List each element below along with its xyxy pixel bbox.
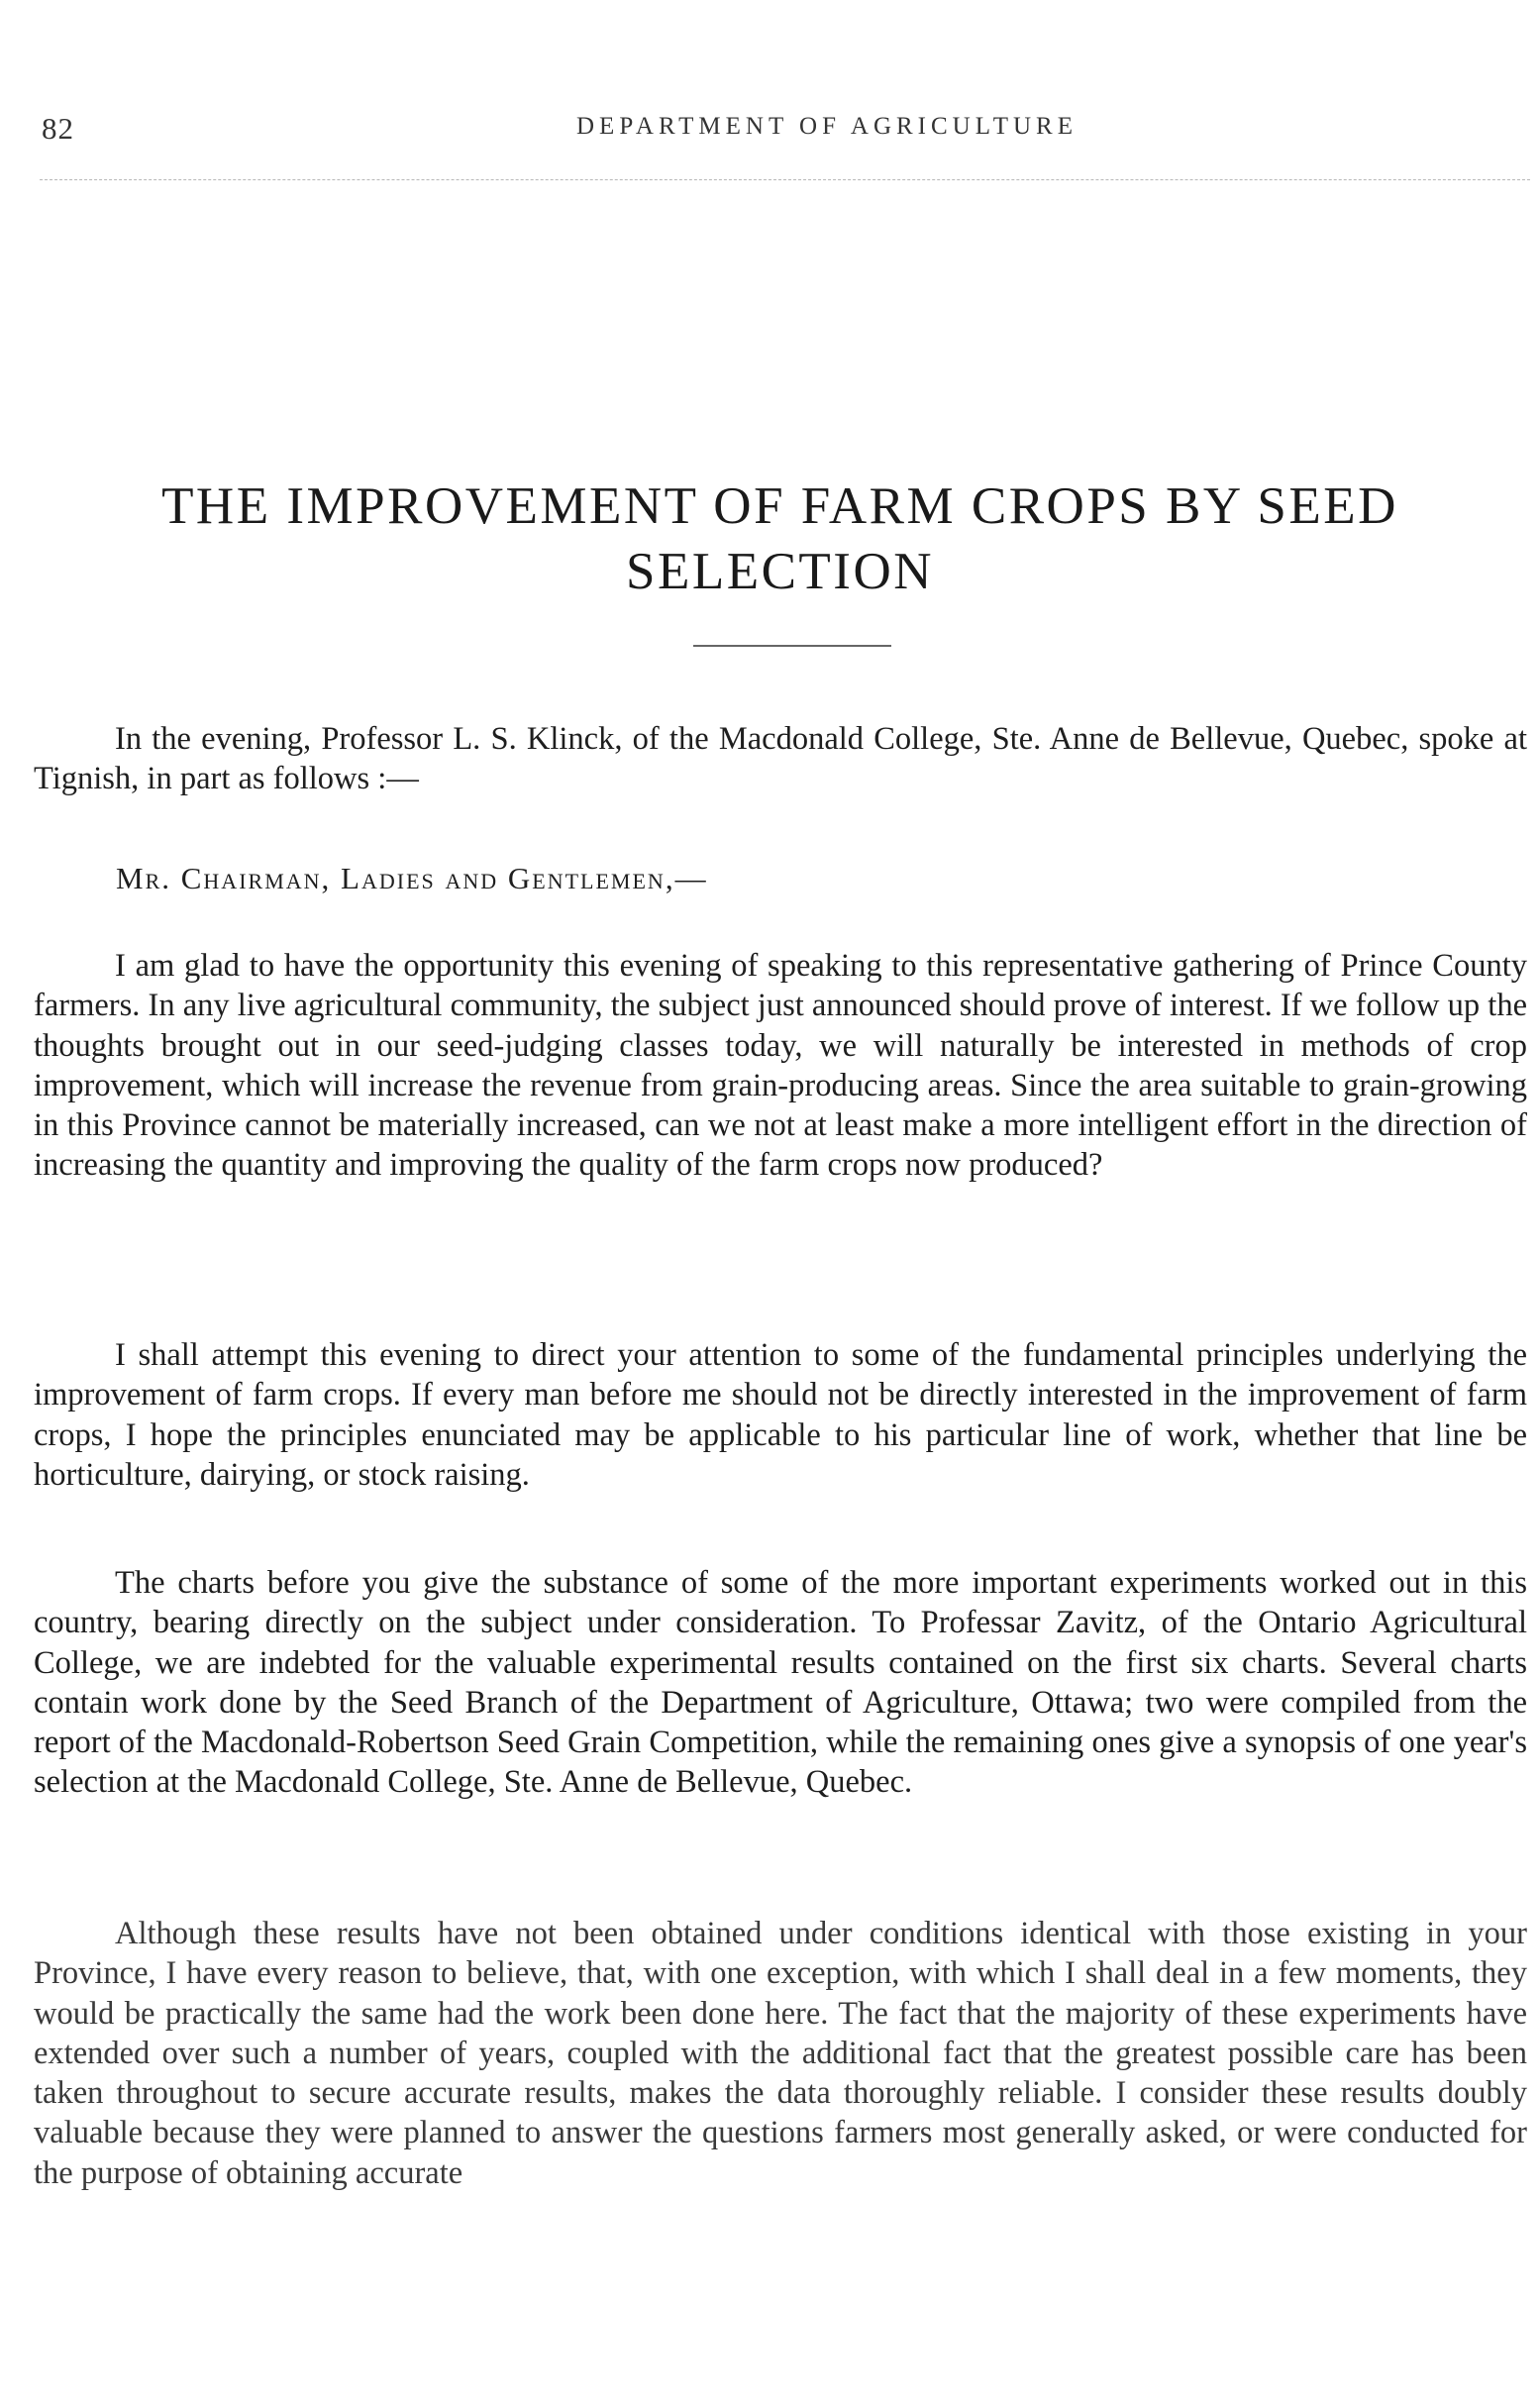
title-divider: [693, 645, 891, 647]
salutation: Mr. Chairman, Ladies and Gentlemen,—: [116, 861, 708, 895]
intro-paragraph: In the evening, Professor L. S. Klinck, of the Macdonald College, Ste. Anne de Bellevue, Quebec, spoke at Tignish, in part as follows :—: [34, 721, 1527, 797]
body-paragraph: I shall attempt this evening to direct your attention to some of the fundamental principles underlying the improvement of farm crops. If every man before me should not be directly interested in the improvement of farm crops, I hope the principles enunciated may be applicable to his particular line of work, whether that line be horticulture, dairying, or stock raising.: [34, 1337, 1527, 1493]
running-header: [40, 111, 1525, 151]
page-number: 82: [42, 111, 74, 146]
header-divider: [40, 179, 1530, 180]
body-paragraph: The charts before you give the substance of some of the more important experiments worked out in this country, bearing directly on the subject under consideration. To Professar Zavitz, of the Ontario Agricultural College, we are indebted for the valuable experimental results contained on the first six charts. Several charts contain work done by the Seed Branch of the Department of Agriculture, Ottawa; two were compiled from the report of the Macdonald-Robertson Seed Grain Competition, while the remaining ones give a synopsis of one year's selection at the Macdonald College, Ste. Anne de Bellevue, Quebec.: [34, 1565, 1527, 1801]
body-paragraph: Although these results have not been obtained under conditions identical with those existing in your Province, I have every reason to believe, that, with one exception, with which I shall deal in a few moments, they would be practically the same had the work been done here. The fact that the majority of these experiments have extended over such a number of years, coupled with the additional fact that the greatest possible care has been taken throughout to secure accurate results, makes the data thoroughly reliable. I consider these results doubly valuable because they were planned to answer the questions farmers most generally asked, or were conducted for the purpose of obtaining accurate: [34, 1916, 1527, 2191]
body-paragraph: I am glad to have the opportunity this evening of speaking to this representative gathering of Prince County farmers. In any live agricultural community, the subject just announced should prove of interest. If we follow up the thoughts brought out in our seed-judging classes today, we will naturally be interested in methods of crop improvement, which will increase the revenue from grain-producing areas. Since the area suitable to grain-growing in this Province cannot be materially increased, can we not at least make a more intelligent effort in the direction of increasing the quantity and improving the quality of the farm crops now produced?: [34, 948, 1527, 1184]
article-title: THE IMPROVEMENT OF FARM CROPS BY SEED SELECTION: [161, 477, 1398, 600]
running-title: DEPARTMENT OF AGRICULTURE: [576, 113, 1078, 140]
